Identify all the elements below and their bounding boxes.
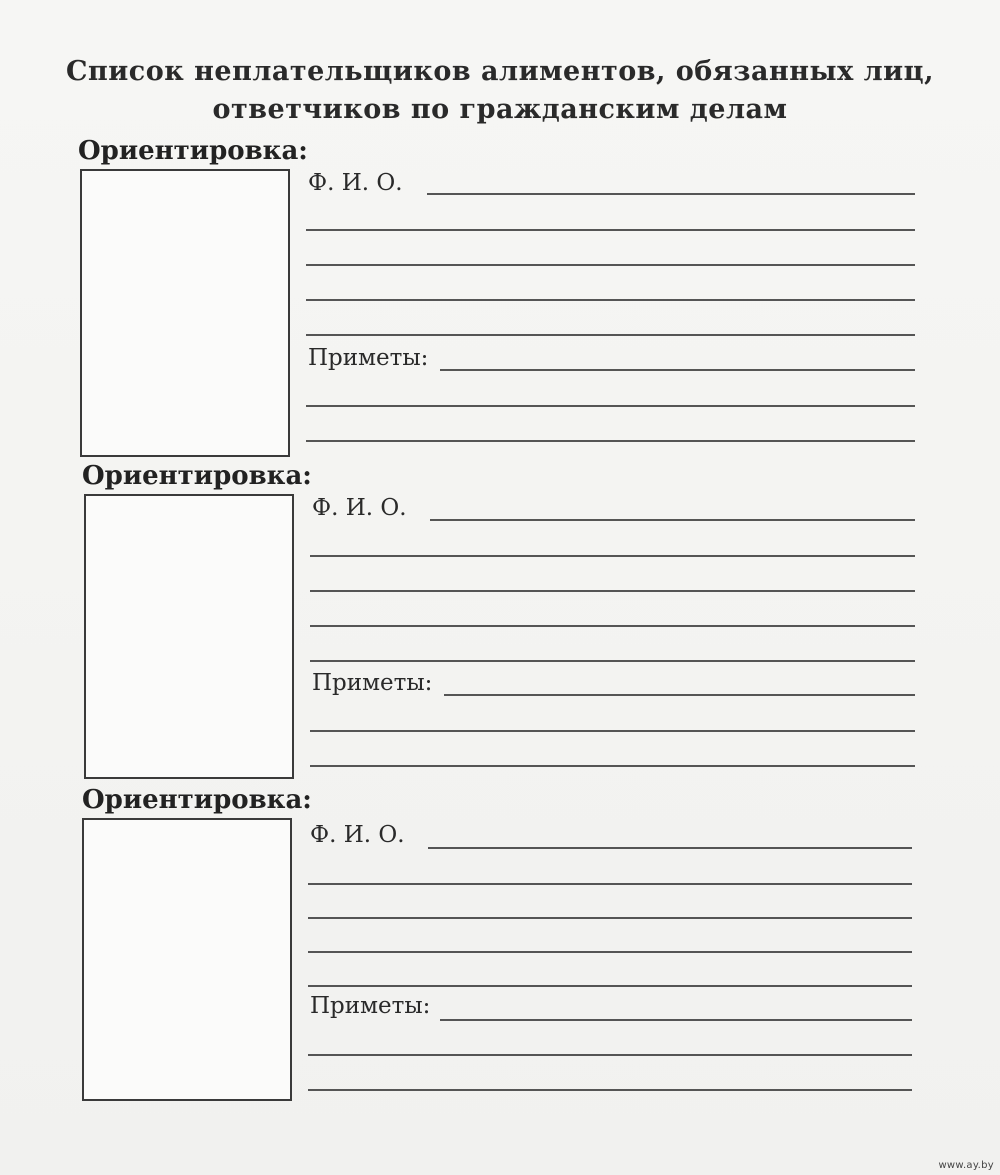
fill-line[interactable]	[306, 334, 915, 336]
section-label: Ориентировка:	[78, 136, 308, 166]
photo-box[interactable]	[80, 169, 290, 457]
fill-line[interactable]	[310, 765, 915, 767]
fio-label: Ф. И. О.	[308, 170, 403, 196]
fill-line[interactable]	[308, 951, 912, 953]
fill-line[interactable]	[308, 1089, 912, 1091]
fio-line[interactable]	[427, 193, 915, 195]
document-title-line-2: ответчиков по гражданским делам	[212, 94, 788, 125]
signs-label: Приметы:	[312, 670, 433, 696]
signs-line[interactable]	[440, 1019, 912, 1021]
fill-line[interactable]	[308, 883, 912, 885]
watermark-text: www.ay.by	[938, 1160, 994, 1171]
fill-line[interactable]	[306, 405, 915, 407]
fio-line[interactable]	[428, 847, 912, 849]
fill-line[interactable]	[310, 660, 915, 662]
fill-line[interactable]	[306, 229, 915, 231]
fill-line[interactable]	[306, 264, 915, 266]
fill-line[interactable]	[310, 625, 915, 627]
document-title-line-1: Список неплательщиков алиментов, обязанных лиц,	[66, 56, 934, 87]
fill-line[interactable]	[306, 440, 915, 442]
signs-line[interactable]	[440, 369, 915, 371]
fill-line[interactable]	[310, 555, 915, 557]
fio-label: Ф. И. О.	[312, 495, 407, 521]
fio-label: Ф. И. О.	[310, 822, 405, 848]
fill-line[interactable]	[308, 985, 912, 987]
fill-line[interactable]	[310, 730, 915, 732]
section-label: Ориентировка:	[82, 461, 312, 491]
signs-label: Приметы:	[310, 993, 431, 1019]
photo-box[interactable]	[82, 818, 292, 1101]
section-label: Ориентировка:	[82, 785, 312, 815]
photo-box[interactable]	[84, 494, 294, 779]
signs-label: Приметы:	[308, 345, 429, 371]
fill-line[interactable]	[310, 590, 915, 592]
fill-line[interactable]	[306, 299, 915, 301]
signs-line[interactable]	[444, 694, 915, 696]
fill-line[interactable]	[308, 917, 912, 919]
fill-line[interactable]	[308, 1054, 912, 1056]
fio-line[interactable]	[430, 519, 915, 521]
